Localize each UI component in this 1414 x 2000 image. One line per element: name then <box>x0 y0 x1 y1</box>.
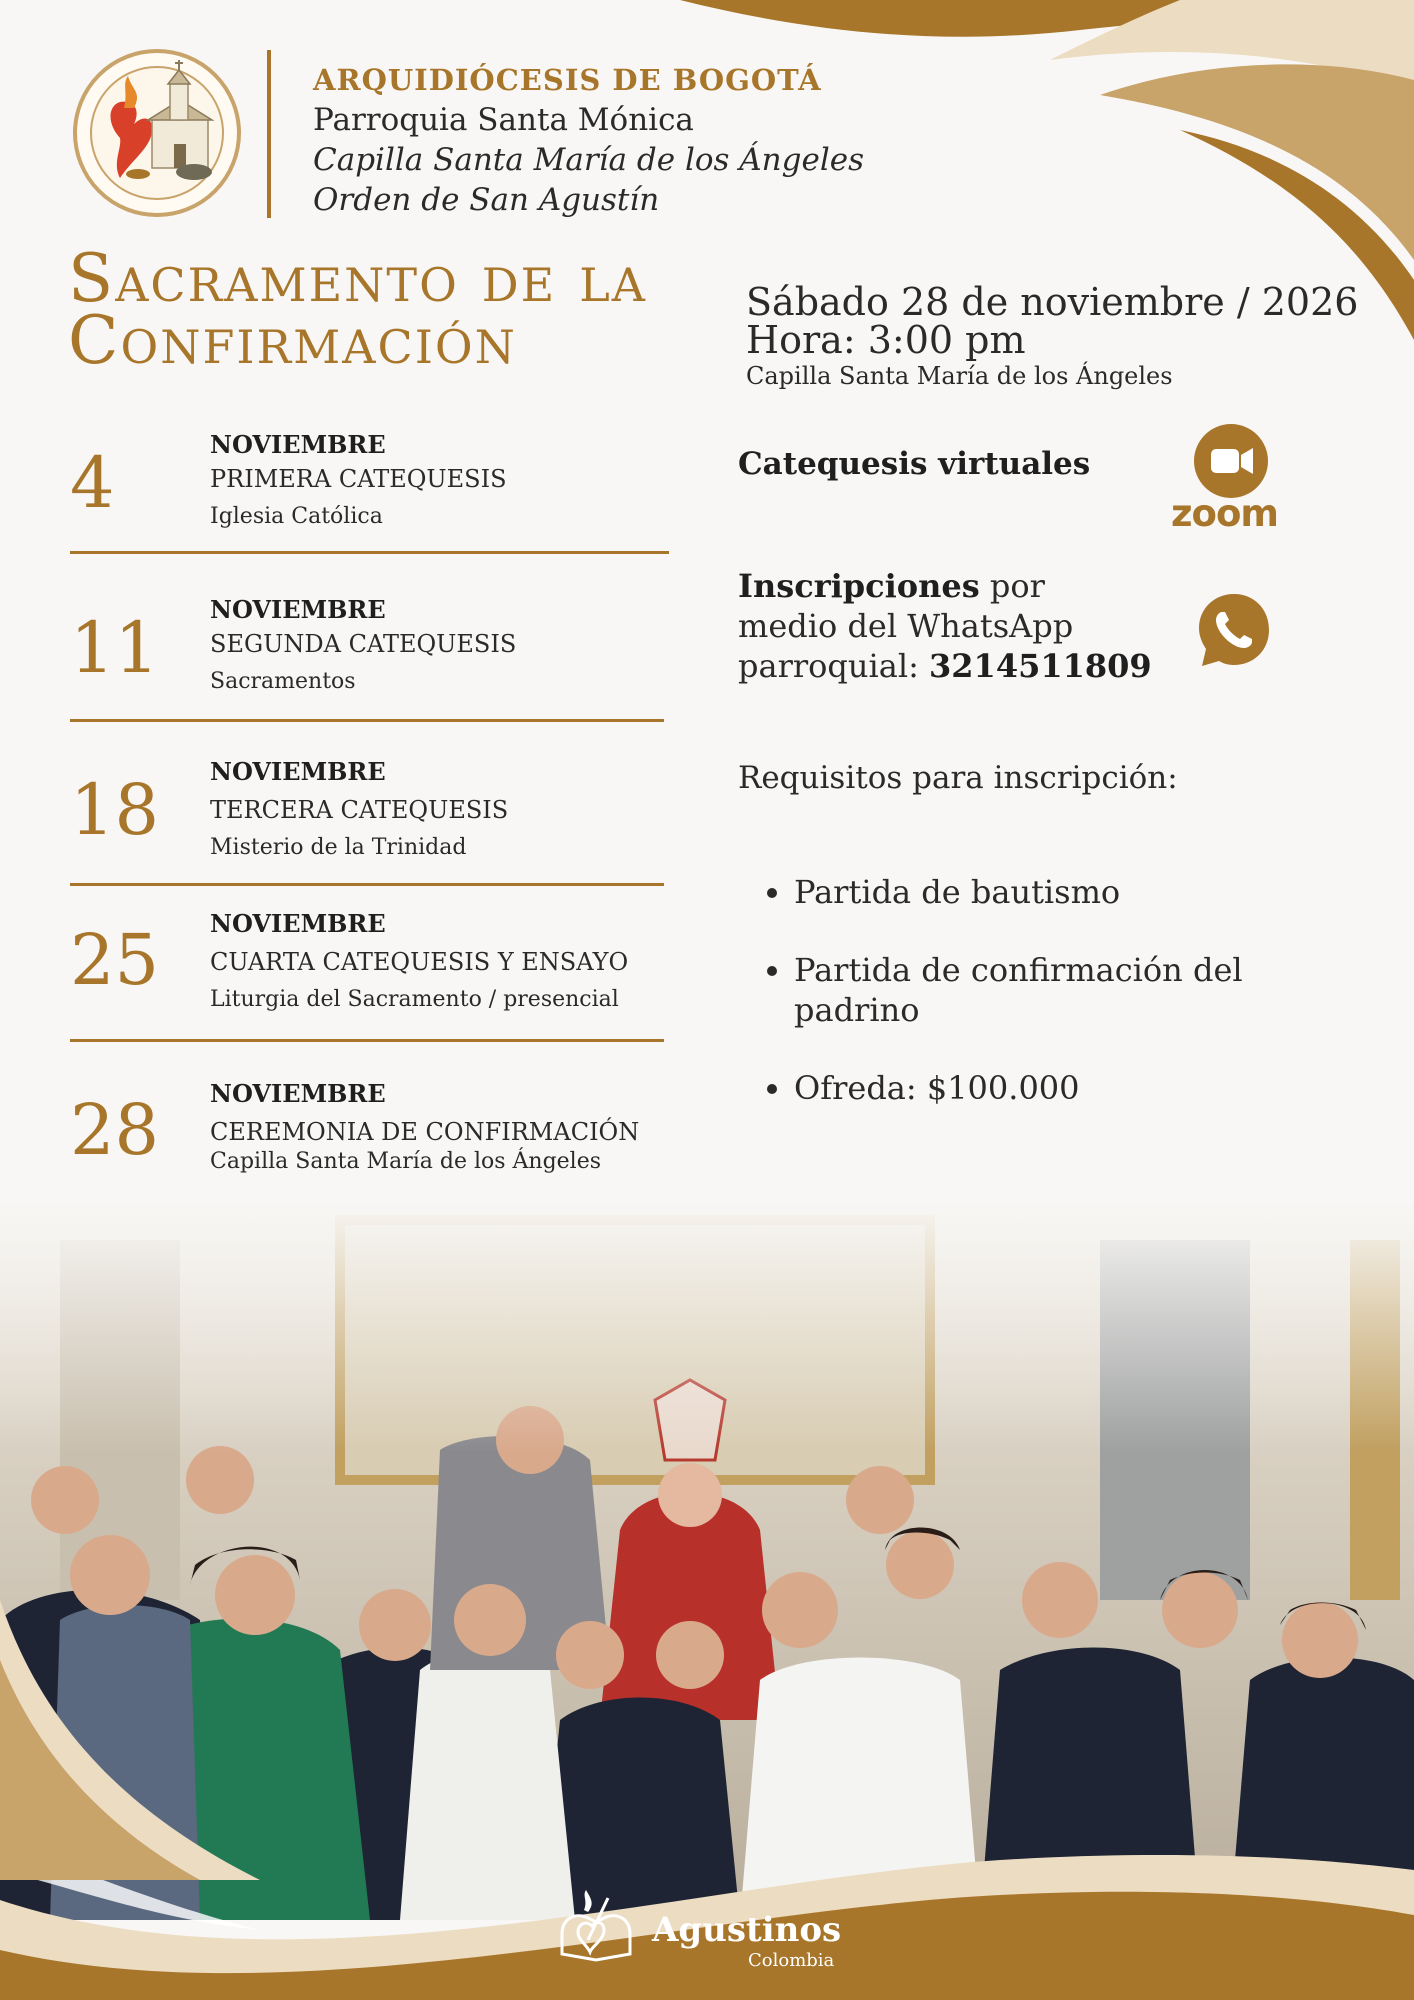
event-info <box>746 280 1359 393</box>
header-text <box>313 60 864 220</box>
schedule-subtitle: Misterio de la Trinidad <box>210 835 467 860</box>
virtual-catechesis-label: Catequesis virtuales <box>738 446 1091 482</box>
schedule-row <box>70 757 670 877</box>
schedule-day: 18 <box>70 769 160 851</box>
schedule-row <box>70 909 670 1029</box>
schedule-row <box>70 595 670 715</box>
schedule-title: TERCERA CATEQUESIS <box>210 796 509 824</box>
archdiocese-name: ARQUIDIÓCESIS DE BOGOTÁ <box>313 63 822 97</box>
schedule-month: NOVIEMBRE <box>210 595 386 624</box>
schedule-day: 11 <box>70 607 160 689</box>
schedule-subtitle: Iglesia Católica <box>210 504 383 529</box>
inscriptions-rest: por <box>979 567 1045 605</box>
inscriptions-line-2: medio del WhatsApp <box>738 607 1074 645</box>
schedule-month: NOVIEMBRE <box>210 909 386 938</box>
order-name: Orden de San Agustín <box>313 182 660 218</box>
schedule-divider <box>70 1039 664 1042</box>
schedule-title: CEREMONIA DE CONFIRMACIÓN <box>210 1118 640 1146</box>
schedule-subtitle: Sacramentos <box>210 669 356 694</box>
schedule-day: 28 <box>70 1089 160 1171</box>
inscriptions-text <box>738 566 1152 686</box>
footer-brand: Agustinos <box>652 1910 842 1950</box>
requirement-item: • Partida de confirmación del padrino <box>794 950 1334 1030</box>
requirements-heading: Requisitos para inscripción: <box>738 760 1178 796</box>
schedule-subtitle: Capilla Santa María de los Ángeles <box>210 1149 602 1174</box>
zoom-wordmark: zoom <box>1171 492 1278 535</box>
augustinian-emblem-logo <box>548 1888 644 1968</box>
title-line-1: Sacramento de la <box>68 240 647 317</box>
parish-seal-logo <box>72 48 242 218</box>
footer-subtitle: Colombia <box>748 1950 835 1971</box>
event-date: Sábado 28 de noviembre / 2026 <box>746 280 1359 324</box>
schedule-row <box>70 430 670 550</box>
header-divider <box>267 50 271 218</box>
title-line-2: Confirmación <box>68 302 517 379</box>
event-place: Capilla Santa María de los Ángeles <box>746 362 1173 390</box>
zoom-video-icon <box>1194 424 1268 498</box>
schedule-title: PRIMERA CATEQUESIS <box>210 465 507 493</box>
whatsapp-phone-icon <box>1194 590 1274 670</box>
schedule-month: NOVIEMBRE <box>210 430 386 459</box>
schedule-row <box>70 1079 670 1199</box>
whatsapp-phone-number: 3214511809 <box>929 647 1152 685</box>
schedule-divider <box>70 719 664 722</box>
page-title <box>68 240 647 379</box>
schedule-title: SEGUNDA CATEQUESIS <box>210 630 517 658</box>
schedule-month: NOVIEMBRE <box>210 1079 386 1108</box>
left-wave-decoration <box>0 1600 260 1880</box>
schedule-day: 25 <box>70 919 160 1001</box>
chapel-name: Capilla Santa María de los Ángeles <box>313 142 864 178</box>
requirement-item: • Ofreda: $100.000 <box>794 1068 1334 1108</box>
parish-name: Parroquia Santa Mónica <box>313 102 694 138</box>
schedule-divider <box>70 551 669 554</box>
schedule-subtitle: Liturgia del Sacramento / presencial <box>210 987 619 1012</box>
schedule-month: NOVIEMBRE <box>210 757 386 786</box>
requirement-item: • Partida de bautismo <box>794 872 1334 912</box>
inscriptions-line-3: parroquial: <box>738 647 930 685</box>
schedule-day: 4 <box>70 442 115 524</box>
schedule-title: CUARTA CATEQUESIS Y ENSAYO <box>210 948 629 976</box>
requirements-list <box>752 872 1334 1146</box>
inscriptions-bold: Inscripciones <box>738 567 980 605</box>
event-time: Hora: 3:00 pm <box>746 318 1026 362</box>
schedule-divider <box>70 883 664 886</box>
